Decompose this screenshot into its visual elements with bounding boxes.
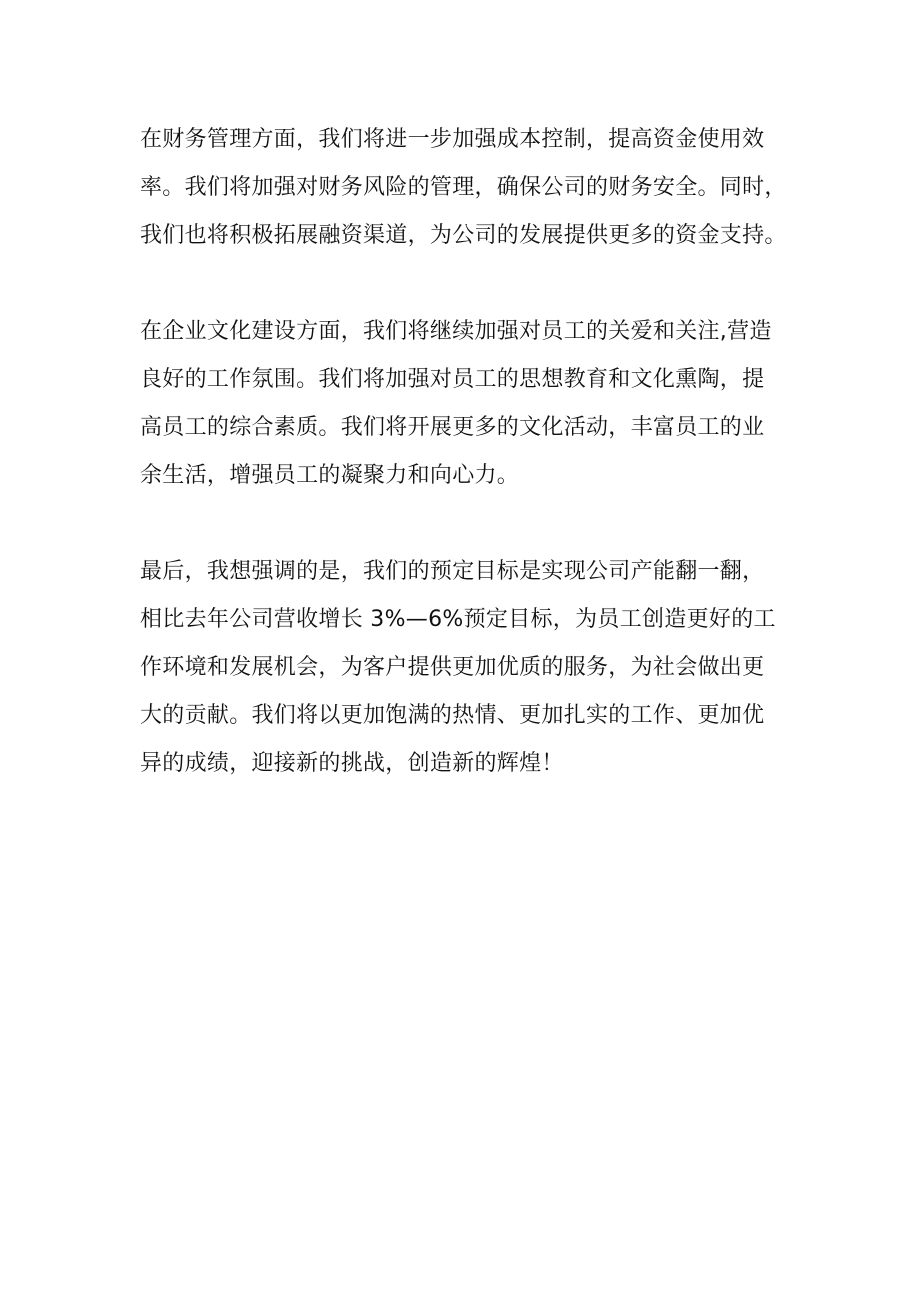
paragraph-line: 余生活，增强员工的凝聚力和向心力。: [140, 463, 520, 488]
paragraph-line: 在企业文化建设方面，我们将继续加强对员工的关爱和关注,营造: [140, 319, 772, 344]
paragraph-culture: [140, 308, 800, 500]
paragraph-line: 我们也将积极拓展融资渠道，为公司的发展提供更多的资金支持。: [140, 223, 787, 248]
paragraph-conclusion: [140, 548, 800, 788]
paragraph-line: 高员工的综合素质。我们将开展更多的文化活动，丰富员工的业: [140, 415, 765, 440]
paragraph-line: 相比去年公司营收增长 3%—6%预定目标，为员工创造更好的工: [140, 607, 776, 632]
paragraph-line: 异的成绩，迎接新的挑战，创造新的辉煌！: [140, 751, 564, 776]
paragraph-line: 良好的工作氛围。我们将加强对员工的思想教育和文化熏陶，提: [140, 367, 765, 392]
paragraph-line: 最后，我想强调的是，我们的预定目标是实现公司产能翻一翻，: [140, 559, 765, 584]
document-body: [140, 116, 800, 836]
paragraph-line: 率。我们将加强对财务风险的管理，确保公司的财务安全。同时，: [140, 175, 787, 200]
paragraph-line: 大的贡献。我们将以更加饱满的热情、更加扎实的工作、更加优: [140, 703, 765, 728]
paragraph-line: 作环境和发展机会，为客户提供更加优质的服务，为社会做出更: [140, 655, 765, 680]
paragraph-line: 在财务管理方面，我们将进一步加强成本控制，提高资金使用效: [140, 127, 765, 152]
paragraph-finance: [140, 116, 800, 260]
